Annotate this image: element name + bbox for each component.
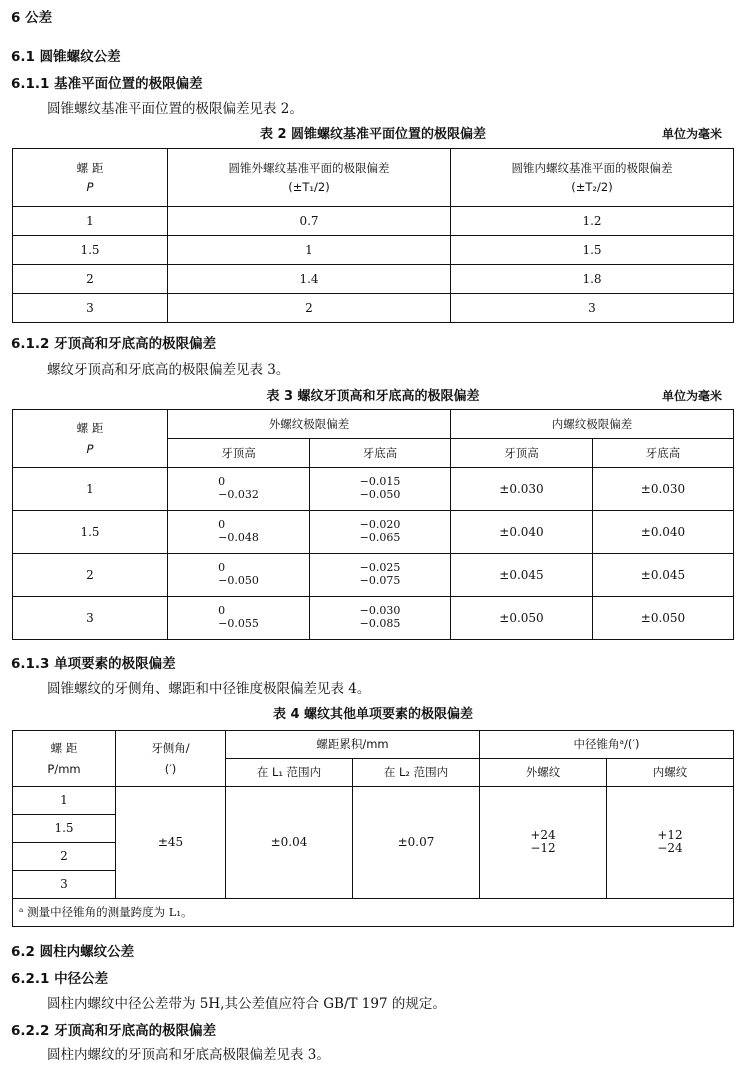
value-upper: 0 xyxy=(218,604,226,618)
table-3 xyxy=(12,409,734,640)
table-2-header-pitch-label: 螺 距 xyxy=(76,161,104,176)
section-6-1-3-heading: 6.1.3 单项要素的极限偏差 xyxy=(11,656,176,672)
value-upper: 0 xyxy=(218,561,226,575)
table-cell xyxy=(168,597,310,640)
value-lower: −0.048 xyxy=(218,530,259,544)
table-2-caption: 表 2 圆锥螺纹基准平面位置的极限偏差 xyxy=(259,127,487,142)
table-cell: 1 xyxy=(13,468,168,511)
section-6-2-2-text: 圆柱内螺纹的牙顶高和牙底高极限偏差见表 3。 xyxy=(47,1047,330,1063)
table-cell xyxy=(310,468,451,511)
value-lower: −0.075 xyxy=(359,573,401,587)
table-row xyxy=(13,554,734,597)
value-lower: −0.050 xyxy=(218,573,259,587)
table-row xyxy=(13,294,734,323)
value-lower: −24 xyxy=(657,841,683,856)
table-cell-taper-ext xyxy=(480,787,607,899)
section-6-heading: 6 公差 xyxy=(11,10,53,26)
table-cell: 1.5 xyxy=(451,236,734,265)
section-6-1-heading: 6.1 圆锥螺纹公差 xyxy=(11,49,121,65)
table-3-header-int-top: 牙顶高 xyxy=(451,439,593,468)
table-4-header-ext: 外螺纹 xyxy=(480,759,607,787)
section-6-1-3-text: 圆锥螺纹的牙侧角、螺距和中径锥度极限偏差见表 4。 xyxy=(47,681,371,697)
table-cell xyxy=(168,511,310,554)
table-row xyxy=(13,468,734,511)
table-2 xyxy=(12,148,734,323)
section-6-2-heading: 6.2 圆柱内螺纹公差 xyxy=(11,944,135,960)
table-3-header-ext: 外螺纹极限偏差 xyxy=(168,410,451,439)
table-cell: ±0.045 xyxy=(593,554,734,597)
table-cell: 2 xyxy=(13,554,168,597)
value-lower: −0.065 xyxy=(359,530,401,544)
value-upper: +12 xyxy=(657,827,683,842)
table-cell-pitch: 1.5 xyxy=(13,815,116,843)
table-2-header-int-label: 圆锥内螺纹基准平面的极限偏差 xyxy=(511,161,673,176)
table-2-header-p: P xyxy=(86,179,94,194)
value-lower: −0.032 xyxy=(218,487,259,501)
section-6-2-1-heading: 6.2.1 中径公差 xyxy=(11,971,109,987)
table-cell: 3 xyxy=(13,294,168,323)
table-4 xyxy=(12,730,734,927)
value-lower: −12 xyxy=(530,841,556,856)
table-cell: ±0.050 xyxy=(593,597,734,640)
table-2-header-ext xyxy=(168,149,451,207)
table-cell: 1.5 xyxy=(13,236,168,265)
table-4-caption: 表 4 螺纹其他单项要素的极限偏差 xyxy=(272,707,474,722)
table-cell xyxy=(310,554,451,597)
value-lower: −0.055 xyxy=(218,616,259,630)
value-upper: −0.020 xyxy=(359,518,401,532)
table-cell: 2 xyxy=(13,265,168,294)
table-cell xyxy=(168,468,310,511)
table-4-header-pitch-label: 螺 距 xyxy=(50,741,78,756)
table-cell: 0.7 xyxy=(168,207,451,236)
value-upper: −0.015 xyxy=(359,475,401,489)
value-upper: +24 xyxy=(530,827,556,842)
table-cell: 1.2 xyxy=(451,207,734,236)
table-3-header-int: 内螺纹极限偏差 xyxy=(451,410,734,439)
table-2-header-pitch xyxy=(13,149,168,207)
value-lower: −0.085 xyxy=(359,616,401,630)
section-6-2-1-text: 圆柱内螺纹中径公差带为 5H,其公差值应符合 GB/T 197 的规定。 xyxy=(47,996,446,1012)
section-6-1-1-text: 圆锥螺纹基准平面位置的极限偏差见表 2。 xyxy=(47,101,303,117)
table-cell-cum-l1: ±0.04 xyxy=(226,787,353,899)
value-upper: −0.025 xyxy=(359,561,401,575)
table-2-header-ext-sub: (±T₁/2) xyxy=(288,179,330,194)
table-cell: 1 xyxy=(168,236,451,265)
table-cell: ±0.040 xyxy=(593,511,734,554)
table-2-header-int-sub: (±T₂/2) xyxy=(571,179,613,194)
table-2-unit: 单位为毫米 xyxy=(661,127,722,141)
table-cell: ±0.045 xyxy=(451,554,593,597)
value-lower: −0.050 xyxy=(359,487,401,501)
table-cell-cum-l2: ±0.07 xyxy=(353,787,480,899)
table-cell xyxy=(168,554,310,597)
table-row xyxy=(13,787,734,815)
table-3-header-p: P xyxy=(86,441,94,456)
table-cell xyxy=(310,597,451,640)
table-row xyxy=(13,597,734,640)
table-4-header-l1: 在 L₁ 范围内 xyxy=(226,759,353,787)
table-cell: 3 xyxy=(451,294,734,323)
value-upper: 0 xyxy=(218,475,226,489)
section-6-2-2-heading: 6.2.2 牙顶高和牙底高的极限偏差 xyxy=(11,1023,217,1039)
table-row xyxy=(13,265,734,294)
table-cell: ±0.030 xyxy=(451,468,593,511)
table-2-header-ext-label: 圆锥外螺纹基准平面的极限偏差 xyxy=(228,161,390,176)
table-4-header-flank-unit: (′) xyxy=(164,761,177,776)
table-3-header-int-bottom: 牙底高 xyxy=(593,439,734,468)
table-cell-pitch: 2 xyxy=(13,843,116,871)
table-3-header-pitch xyxy=(13,410,168,468)
table-cell: ±0.040 xyxy=(451,511,593,554)
table-3-caption: 表 3 螺纹牙顶高和牙底高的极限偏差 xyxy=(266,389,480,404)
table-2-header-int xyxy=(451,149,734,207)
table-row xyxy=(13,236,734,265)
table-cell-pitch: 1 xyxy=(13,787,116,815)
table-4-header-flank-label: 牙侧角/ xyxy=(151,741,190,756)
table-cell xyxy=(310,511,451,554)
table-row xyxy=(13,511,734,554)
table-row xyxy=(13,207,734,236)
table-cell: 2 xyxy=(168,294,451,323)
table-4-header-cumulative: 螺距累积/mm xyxy=(226,731,480,759)
table-4-header-taper: 中径锥角ᵃ/(′) xyxy=(480,731,734,759)
table-cell: ±0.050 xyxy=(451,597,593,640)
table-cell-taper-int xyxy=(607,787,734,899)
value-upper: −0.030 xyxy=(359,604,401,618)
table-cell-pitch: 3 xyxy=(13,871,116,899)
table-3-header-ext-top: 牙顶高 xyxy=(168,439,310,468)
table-cell: ±0.030 xyxy=(593,468,734,511)
table-4-header-flank xyxy=(116,731,226,787)
table-3-unit: 单位为毫米 xyxy=(661,389,722,403)
table-cell-flank: ±45 xyxy=(116,787,226,899)
table-cell: 1 xyxy=(13,207,168,236)
table-4-footnote: ᵃ 测量中径锥角的测量跨度为 L₁。 xyxy=(13,899,734,927)
table-cell: 1.4 xyxy=(168,265,451,294)
table-4-header-int: 内螺纹 xyxy=(607,759,734,787)
section-6-1-1-heading: 6.1.1 基准平面位置的极限偏差 xyxy=(11,76,203,92)
table-cell: 1.5 xyxy=(13,511,168,554)
section-6-1-2-text: 螺纹牙顶高和牙底高的极限偏差见表 3。 xyxy=(47,362,290,378)
table-3-header-ext-bottom: 牙底高 xyxy=(310,439,451,468)
table-4-header-l2: 在 L₂ 范围内 xyxy=(353,759,480,787)
value-upper: 0 xyxy=(218,518,226,532)
section-6-1-2-heading: 6.1.2 牙顶高和牙底高的极限偏差 xyxy=(11,336,217,352)
table-4-header-pmm: P/mm xyxy=(47,761,81,776)
table-4-header-pitch xyxy=(13,731,116,787)
table-cell: 3 xyxy=(13,597,168,640)
table-cell: 1.8 xyxy=(451,265,734,294)
table-3-header-pitch-label: 螺 距 xyxy=(76,421,104,436)
